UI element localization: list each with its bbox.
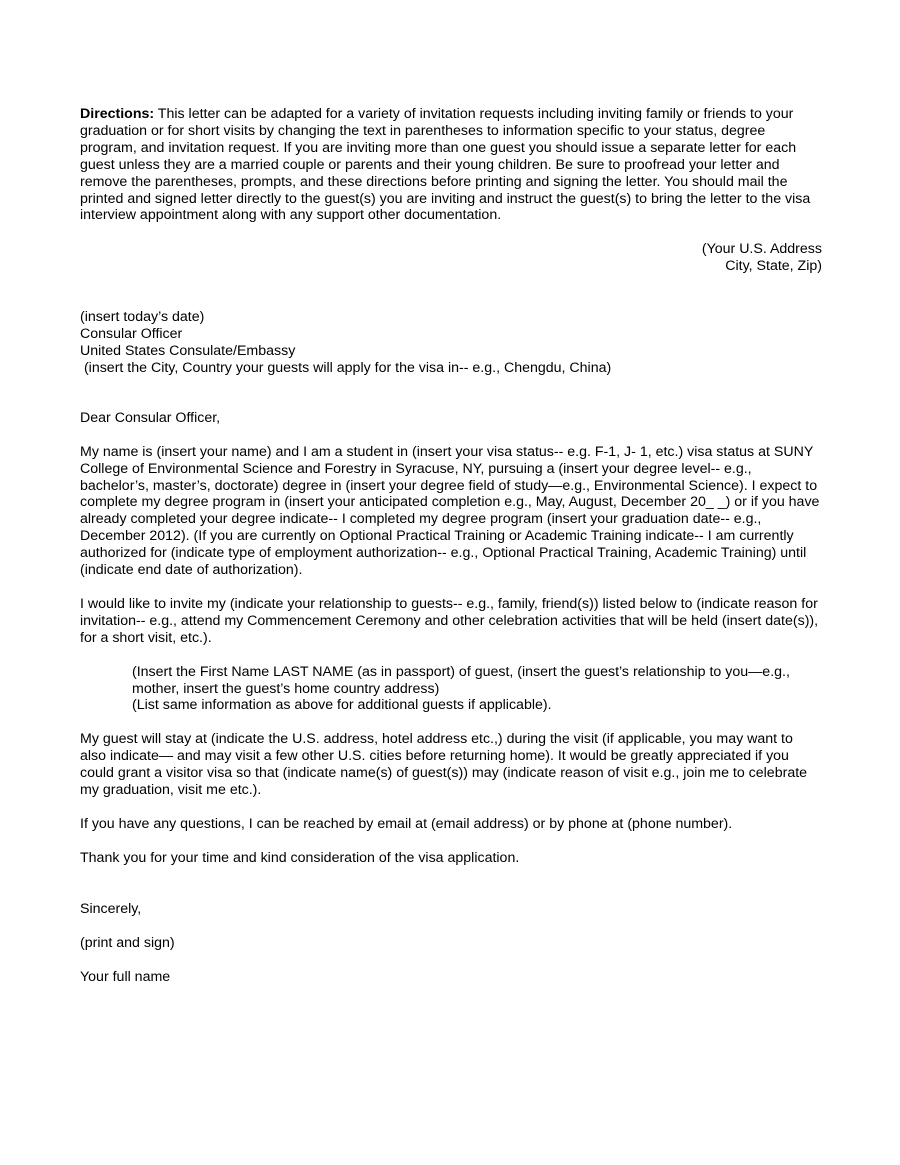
recipient-office: United States Consulate/Embassy <box>80 342 296 359</box>
contact-paragraph: If you have any questions, I can be reached by email at (email address) or by phone at (phone number). <box>80 816 733 832</box>
recipient-title: Consular Officer <box>80 326 183 343</box>
recipient-block <box>80 309 822 377</box>
sender-address <box>80 241 822 275</box>
invite-paragraph: I would like to invite my (indicate your relationship to guests-- e.g., family, friend(s)) listed below to (indicate reason for invitation-- e.g., attend my Commencement Ceremony and other celebration activities that will be held (insert date(s)), for a short visit, etc.). <box>80 595 819 646</box>
letter-date: (insert today’s date) <box>80 309 205 326</box>
sender-address-line1: (Your U.S. Address <box>701 241 822 258</box>
valediction: Sincerely, <box>80 900 142 917</box>
letter-page <box>80 106 822 986</box>
directions-label: Directions: <box>80 106 155 122</box>
guest-line-1: (Insert the First Name LAST NAME (as in passport) of guest, (insert the guest’s relationship to you—e.g., mother, insert the guest’s home country address) <box>132 663 790 697</box>
stay-paragraph: My guest will stay at (indicate the U.S. address, hotel address etc.,) during the visit (if applicable, you may want to also indicate— and may visit a few other U.S. cities before returning home). It would be greatly appreciated if you could grant a visitor visa so that (indicate name(s) of guest(s)) may (indicate reason of visit e.g., join me to celebrate my graduation, visit me etc.). <box>80 731 808 799</box>
directions-paragraph <box>80 106 822 224</box>
guest-list <box>80 664 822 715</box>
recipient-location: (insert the City, Country your guests will apply for the visa in-- e.g., Chengdu, China) <box>80 359 612 376</box>
print-and-sign: (print and sign) <box>80 934 175 951</box>
intro-paragraph: My name is (insert your name) and I am a student in (insert your visa status-- e.g. F-1, J- 1, etc.) visa status at SUNY College of Environmental Science and Forestry in Syracuse, NY, pursuing a (insert your degree level-- e.g., bachelor’s, master’s, doctorate) degree in (insert your degree field of study—e.g., Environmental Science). I expect to complete my degree program in (insert your anticipated completion e.g., May, August, December 20_ _) or if you have already completed your degree indicate-- I completed my degree program (insert your graduation date-- e.g., December 2012). (If you are currently on Optional Practical Training or Academic Training indicate-- I am currently authorized for (indicate type of employment authorization-- e.g., Optional Practical Training, Academic Training) until (indicate end date of authorization). <box>80 443 820 579</box>
thanks-paragraph: Thank you for your time and kind consideration of the visa application. <box>80 849 520 866</box>
salutation: Dear Consular Officer, <box>80 409 221 426</box>
guest-line-2: (List same information as above for additional guests if applicable). <box>132 697 552 714</box>
directions-text: This letter can be adapted for a variety of invitation requests including inviting family or friends to your graduation or for short visits by changing the text in parentheses to information specific to your status, degree program, and invitation request. If you are inviting more than one guest you should issue a separate letter for each guest unless they are a married couple or parents and their young children. Be sure to proofread your letter and remove the parentheses, prompts, and these directions before printing and signing the letter. You should mail the printed and signed letter directly to the guest(s) you are inviting and instruct the guest(s) to bring the letter to the visa interview appointment along with any support other documentation. <box>80 106 811 224</box>
full-name: Your full name <box>80 968 171 985</box>
sender-address-line2: City, State, Zip) <box>725 258 822 275</box>
